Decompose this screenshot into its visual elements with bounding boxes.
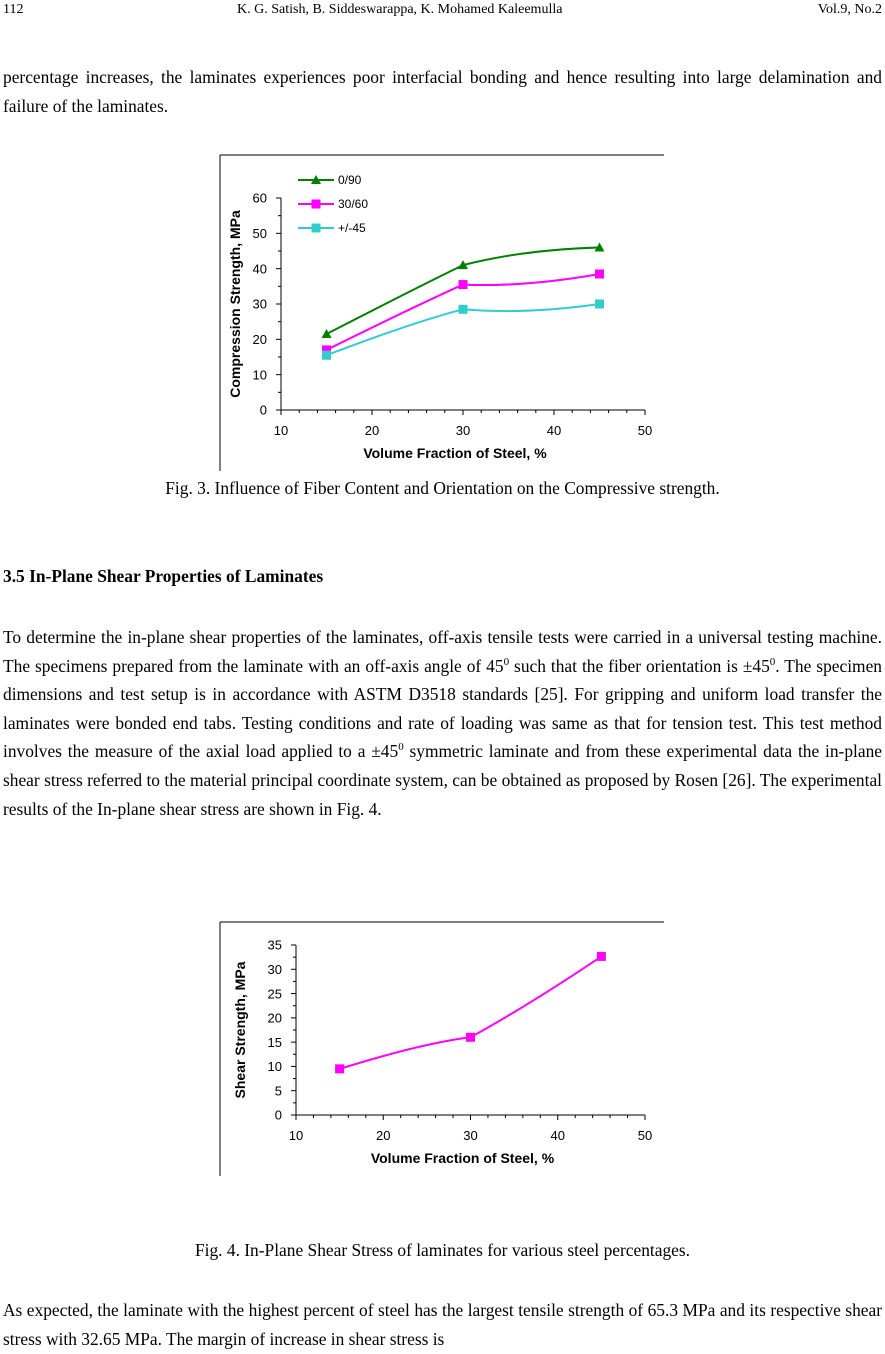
- page-header: [0, 0, 885, 24]
- y-tick-label: 35: [267, 937, 282, 953]
- x-tick-label: 50: [637, 423, 653, 438]
- section-paragraph: [3, 623, 882, 823]
- figure-3-chart: [218, 155, 665, 473]
- y-tick-label: 0: [259, 402, 267, 418]
- closing-paragraph: As expected, the laminate with the highest percent of steel has the largest tensile strength of 65.3 MPa and its respective shear stress with 32.65 MPa. The margin of increase in shear stress is: [3, 1300, 882, 1349]
- x-axis-label: Volume Fraction of Steel, %: [363, 445, 547, 461]
- y-tick-label: 0: [274, 1107, 282, 1123]
- y-tick-label: 60: [252, 190, 267, 206]
- x-tick-label: 20: [376, 1128, 391, 1143]
- y-tick-label: 40: [252, 261, 267, 277]
- superscript: 0: [503, 655, 510, 668]
- legend-label: 0/90: [338, 173, 362, 187]
- superscript: 0: [769, 655, 776, 668]
- y-tick-label: 50: [252, 226, 267, 242]
- x-tick-label: 10: [288, 1128, 304, 1143]
- legend-label: 30/60: [338, 197, 369, 211]
- data-point: [459, 305, 468, 314]
- paragraph-text: . The specimen dimensions and test setup is in accordance with ASTM D3518 standards [25]. For gripping and uniform load transfer the laminates were bonded end tabs. Testing conditions and rate of loading was same as that for tension test. This test method involves the measure of the axial load applied to a ±45: [3, 655, 882, 762]
- paragraph-text: symmetric laminate and from these experimental data the in-plane shear stress referred to the material principal coordinate system, can be obtained as proposed by Rosen [26]. The experimental results of the In-plane shear stress are shown in Fig. 4.: [3, 741, 882, 819]
- x-tick-label: 20: [364, 423, 380, 438]
- x-tick-label: 40: [550, 1128, 565, 1143]
- intro-paragraph: percentage increases, the laminates experiences poor interfacial bonding and hence resulting into large delamination and failure of the laminates.: [3, 67, 882, 116]
- header-volume: Vol.9, No.2: [817, 2, 882, 17]
- x-axis-label: Volume Fraction of Steel, %: [370, 1150, 555, 1166]
- y-axis-label: Compression Strength, MPa: [227, 210, 243, 398]
- x-tick-label: 50: [637, 1128, 653, 1143]
- y-tick-label: 15: [267, 1034, 282, 1050]
- data-point: [595, 269, 604, 278]
- data-point: [459, 280, 468, 289]
- legend-label: +/-45: [338, 221, 366, 235]
- legend-marker: [312, 200, 321, 209]
- figure-3-caption: Fig. 3. Influence of Fiber Content and Orientation on the Compressive strength.: [165, 478, 720, 498]
- legend-marker: [312, 224, 321, 233]
- data-point: [597, 952, 606, 961]
- x-tick-label: 30: [463, 1128, 478, 1143]
- data-point: [322, 329, 332, 338]
- page-number: 112: [3, 2, 24, 17]
- y-tick-label: 5: [274, 1083, 282, 1099]
- y-tick-label: 20: [252, 332, 267, 348]
- x-tick-label: 30: [455, 423, 471, 438]
- x-tick-label: 40: [546, 423, 562, 438]
- y-axis-label: Shear Strength, MPa: [232, 961, 248, 1099]
- data-point: [595, 300, 604, 309]
- section-heading: 3.5 In-Plane Shear Properties of Laminates: [3, 566, 324, 586]
- y-tick-label: 20: [267, 1010, 282, 1026]
- header-authors: K. G. Satish, B. Siddeswarappa, K. Mohamed Kaleemulla: [237, 2, 563, 17]
- data-point: [335, 1064, 344, 1073]
- y-tick-label: 30: [267, 961, 282, 977]
- figure-4-chart: [218, 922, 665, 1178]
- data-point: [322, 351, 331, 360]
- paragraph-text: such that the fiber orientation is ±45: [509, 655, 770, 676]
- series-line: [340, 956, 602, 1068]
- data-point: [466, 1033, 475, 1042]
- paragraph-text: To determine the in-plane shear properties of the laminates, off-axis tensile tests were carried in a universal testing machine. The specimens prepared from the laminate with an off-axis angle of 45: [3, 627, 882, 676]
- figure-4-caption: Fig. 4. In-Plane Shear Stress of laminates for various steel percentages.: [194, 1240, 690, 1260]
- y-tick-label: 25: [267, 986, 282, 1002]
- y-tick-label: 30: [252, 296, 267, 312]
- y-tick-label: 10: [252, 367, 267, 383]
- superscript: 0: [398, 741, 404, 754]
- y-tick-label: 10: [267, 1059, 282, 1075]
- x-tick-label: 10: [273, 423, 289, 438]
